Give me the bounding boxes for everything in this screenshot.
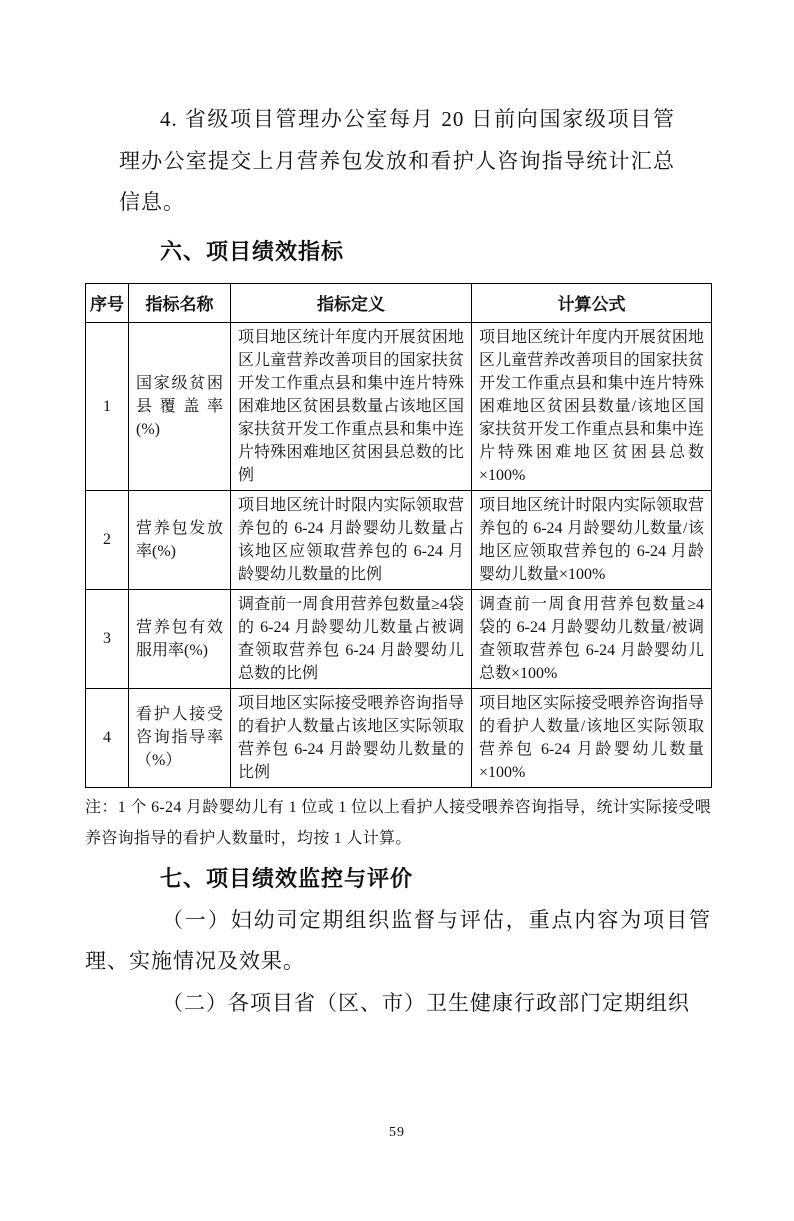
paragraph-one: （一）妇幼司定期组织监督与评估，重点内容为项目管理、实施情况及效果。: [85, 907, 711, 973]
column-header-indicator-definition: 指标定义: [231, 283, 472, 322]
indicator-definition: 项目地区实际接受喂养咨询指导的看护人数量占该地区实际领取营养包 6-24 月龄婴幼儿数量的比例: [231, 688, 472, 787]
indicator-name: 国家级贫困县覆盖率(%): [129, 322, 231, 490]
table-row: [86, 589, 712, 688]
column-header-no: 序号: [86, 283, 129, 322]
column-header-formula: 计算公式: [472, 283, 712, 322]
column-header-indicator-name: 指标名称: [129, 283, 231, 322]
indicator-definition: 项目地区统计时限内实际领取营养包的 6-24 月龄婴幼儿数量占该地区应领取营养包的 6-24 月龄婴幼儿数量的比例: [231, 490, 472, 589]
indicator-formula: 项目地区统计时限内实际领取营养包的 6-24 月龄婴幼儿数量/该地区应领取营养包的 6-24 月龄婴幼儿数量×100%: [472, 490, 712, 589]
indicator-definition: 调查前一周食用营养包数量≥4袋的 6-24 月龄婴幼儿数量占被调查领取营养包 6-24 月龄婴幼儿总数的比例: [231, 589, 472, 688]
table-row: [86, 490, 712, 589]
paragraph-two: （二）各项目省（区、市）卫生健康行政部门定期组织: [162, 990, 690, 1015]
indicator-formula: 项目地区实际接受喂养咨询指导的看护人数量/该地区实际领取营养包 6-24 月龄婴幼儿数量×100%: [472, 688, 712, 787]
row-number: 4: [86, 688, 129, 787]
table-row: [86, 322, 712, 490]
document-page: [0, 99, 794, 1221]
row-number: 3: [86, 589, 129, 688]
table-header-row: [86, 283, 712, 322]
indicator-name: 看护人接受咨询指导率（%）: [129, 688, 231, 787]
indicator-formula: 项目地区统计年度内开展贫困地区儿童营养改善项目的国家扶贫开发工作重点县和集中连片特殊困难地区贫困县数量/该地区国家扶贫开发工作重点县和集中连片特殊困难地区贫困县总数×100%: [472, 322, 712, 490]
row-number: 1: [86, 322, 129, 490]
performance-indicators-table: [85, 283, 712, 788]
indicator-name: 营养包有效服用率(%): [129, 589, 231, 688]
row-number: 2: [86, 490, 129, 589]
paragraph-item-4: 4. 省级项目管理办公室每月 20 日前向国家级项目管理办公室提交上月营养包发放和看护人咨询指导统计汇总信息。: [119, 107, 675, 214]
page-number: 59: [389, 1125, 405, 1140]
table-row: [86, 688, 712, 787]
indicator-formula: 调查前一周食用营养包数量≥4 袋的 6-24 月龄婴幼儿数量/被调查领取营养包 6-24 月龄婴幼儿总数×100%: [472, 589, 712, 688]
indicator-definition: 项目地区统计年度内开展贫困地区儿童营养改善项目的国家扶贫开发工作重点县和集中连片特殊困难地区贫困县数量占该地区国家扶贫开发工作重点县和集中连片特殊困难地区贫困县总数的比例: [231, 322, 472, 490]
table-note: 注：1 个 6-24 月龄婴幼儿有 1 位或 1 位以上看护人接受喂养咨询指导，统计实际接受喂养咨询指导的看护人数量时，均按 1 人计算。: [85, 798, 711, 847]
section-seven-heading: 七、项目绩效监控与评价: [160, 865, 414, 891]
indicator-name: 营养包发放率(%): [129, 490, 231, 589]
section-six-heading: 六、项目绩效指标: [160, 238, 345, 264]
